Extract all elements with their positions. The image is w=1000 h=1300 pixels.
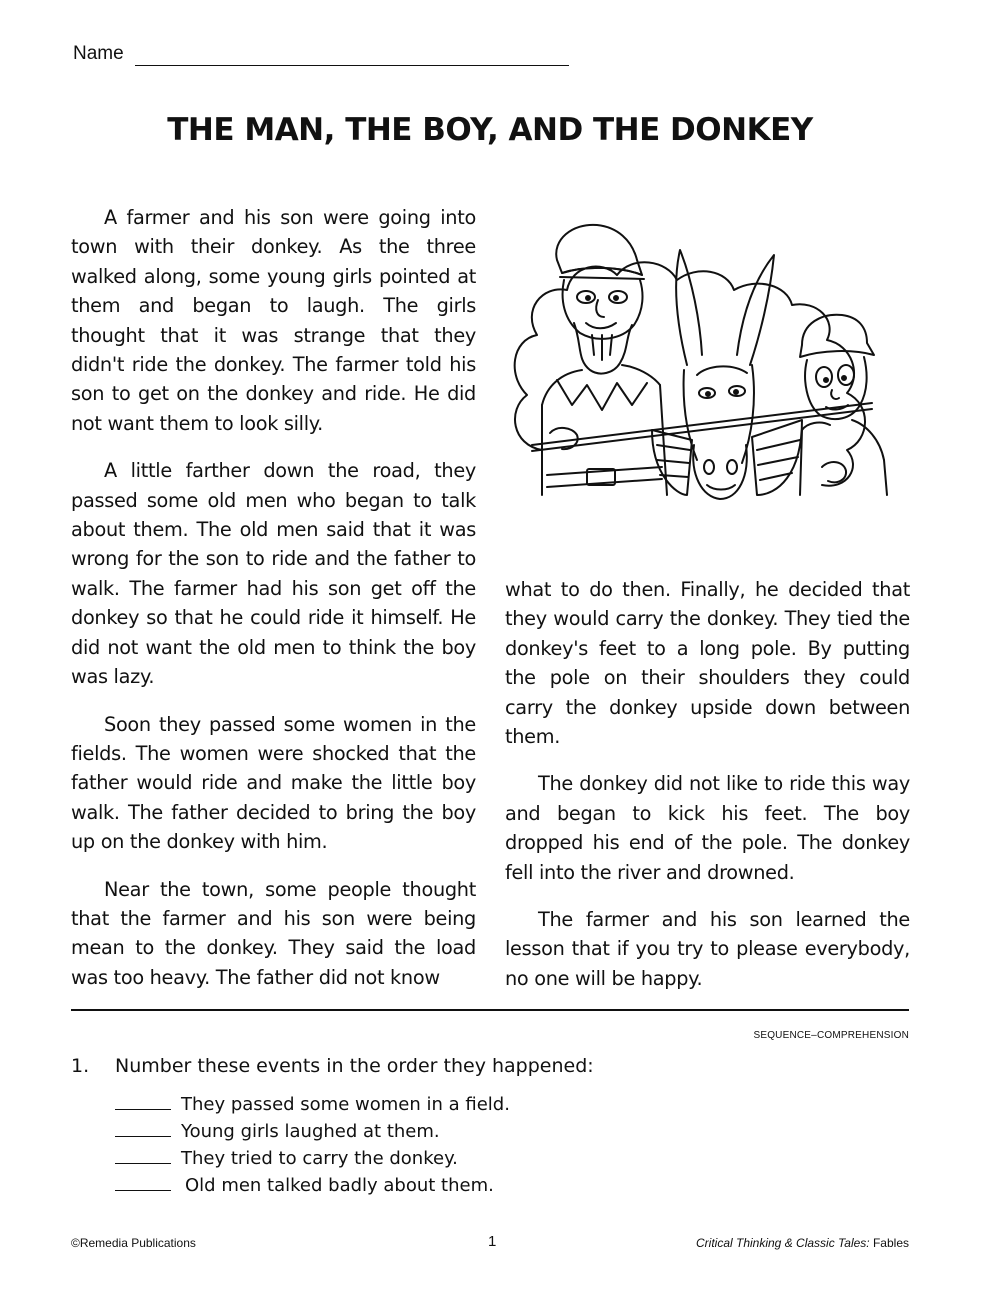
story-paragraph-4: Near the town, some people thought that the farmer and his son were being mean to the donkey. They said the load was too heavy. The father did not know (71, 877, 476, 989)
answer-blank[interactable] (115, 1143, 171, 1164)
boy-hat (800, 315, 874, 357)
farmer-boy-donkey-illustration (502, 205, 912, 515)
answer-blank[interactable] (115, 1089, 171, 1110)
question-prompt: Number these events in the order they happened: (115, 1055, 594, 1077)
name-label: Name (73, 43, 124, 64)
question-number: 1. (71, 1055, 90, 1077)
name-blank-line (135, 43, 569, 66)
sequence-event (115, 1116, 440, 1145)
story-paragraph-1: A farmer and his son were going into town with their donkey. As the three walked along, some young girls pointed at them and began to laugh. The girls thought that it was strange that they didn't ride the donkey. The farmer told his son to get on the donkey and ride. He did not want them to look silly. (71, 206, 476, 435)
story-paragraph-6: The farmer and his son learned the lesson that if you try to please everybody, no one will be happy. (505, 908, 910, 990)
story-paragraph-5: The donkey did not like to ride this way and began to kick his feet. The boy dropped his end of the pole. The donkey fell into the river and drowned. (505, 772, 910, 884)
event-text: They passed some women in a field. (181, 1094, 510, 1115)
event-text: Old men talked badly about them. (185, 1175, 494, 1196)
page-title: THE MAN, THE BOY, AND THE DONKEY (167, 112, 813, 148)
book-title-italic: Critical Thinking & Classic Tales: (696, 1236, 870, 1250)
carry-pole (532, 403, 872, 445)
story-paragraph-4-continued: what to do then. Finally, he decided that they would carry the donkey. They tied the donkey's feet to a long pole. By putting the pole on their shoulders they could carry the donkey upside down between them. (505, 578, 910, 749)
answer-blank[interactable] (115, 1170, 171, 1191)
sequence-event (115, 1089, 510, 1118)
donkey-muzzle (693, 445, 747, 499)
event-text: They tried to carry the donkey. (181, 1148, 458, 1169)
publisher-credit: ©Remedia Publications (71, 1236, 196, 1250)
section-label: SEQUENCE–COMPREHENSION (753, 1030, 909, 1041)
story-paragraph-2: A little farther down the road, they passed some old men who began to talk about them. The old men said that it was wrong for the son to ride and the father to walk. The farmer had his son get off the donkey so that he could ride it himself. He did not want the old men to think the boy was lazy. (71, 459, 476, 689)
story-left-column (71, 203, 476, 1010)
book-title (696, 1236, 909, 1250)
boy-body (802, 420, 884, 460)
section-divider (71, 1009, 909, 1011)
donkey-left-ear (676, 250, 702, 365)
name-field (73, 42, 569, 66)
donkey-right-ear (737, 255, 774, 365)
story-paragraph-3: Soon they passed some women in the fields. The women were shocked that the father would ride and make the little boy walk. The father decided to bring the boy up on the donkey with him. (71, 712, 476, 854)
sequence-event (115, 1170, 494, 1199)
answer-blank[interactable] (115, 1116, 171, 1137)
event-text: Young girls laughed at them. (181, 1121, 440, 1142)
story-right-column (505, 575, 910, 1011)
book-subtitle: Fables (872, 1236, 909, 1250)
sequence-event (115, 1143, 458, 1172)
page-number: 1 (488, 1233, 497, 1250)
